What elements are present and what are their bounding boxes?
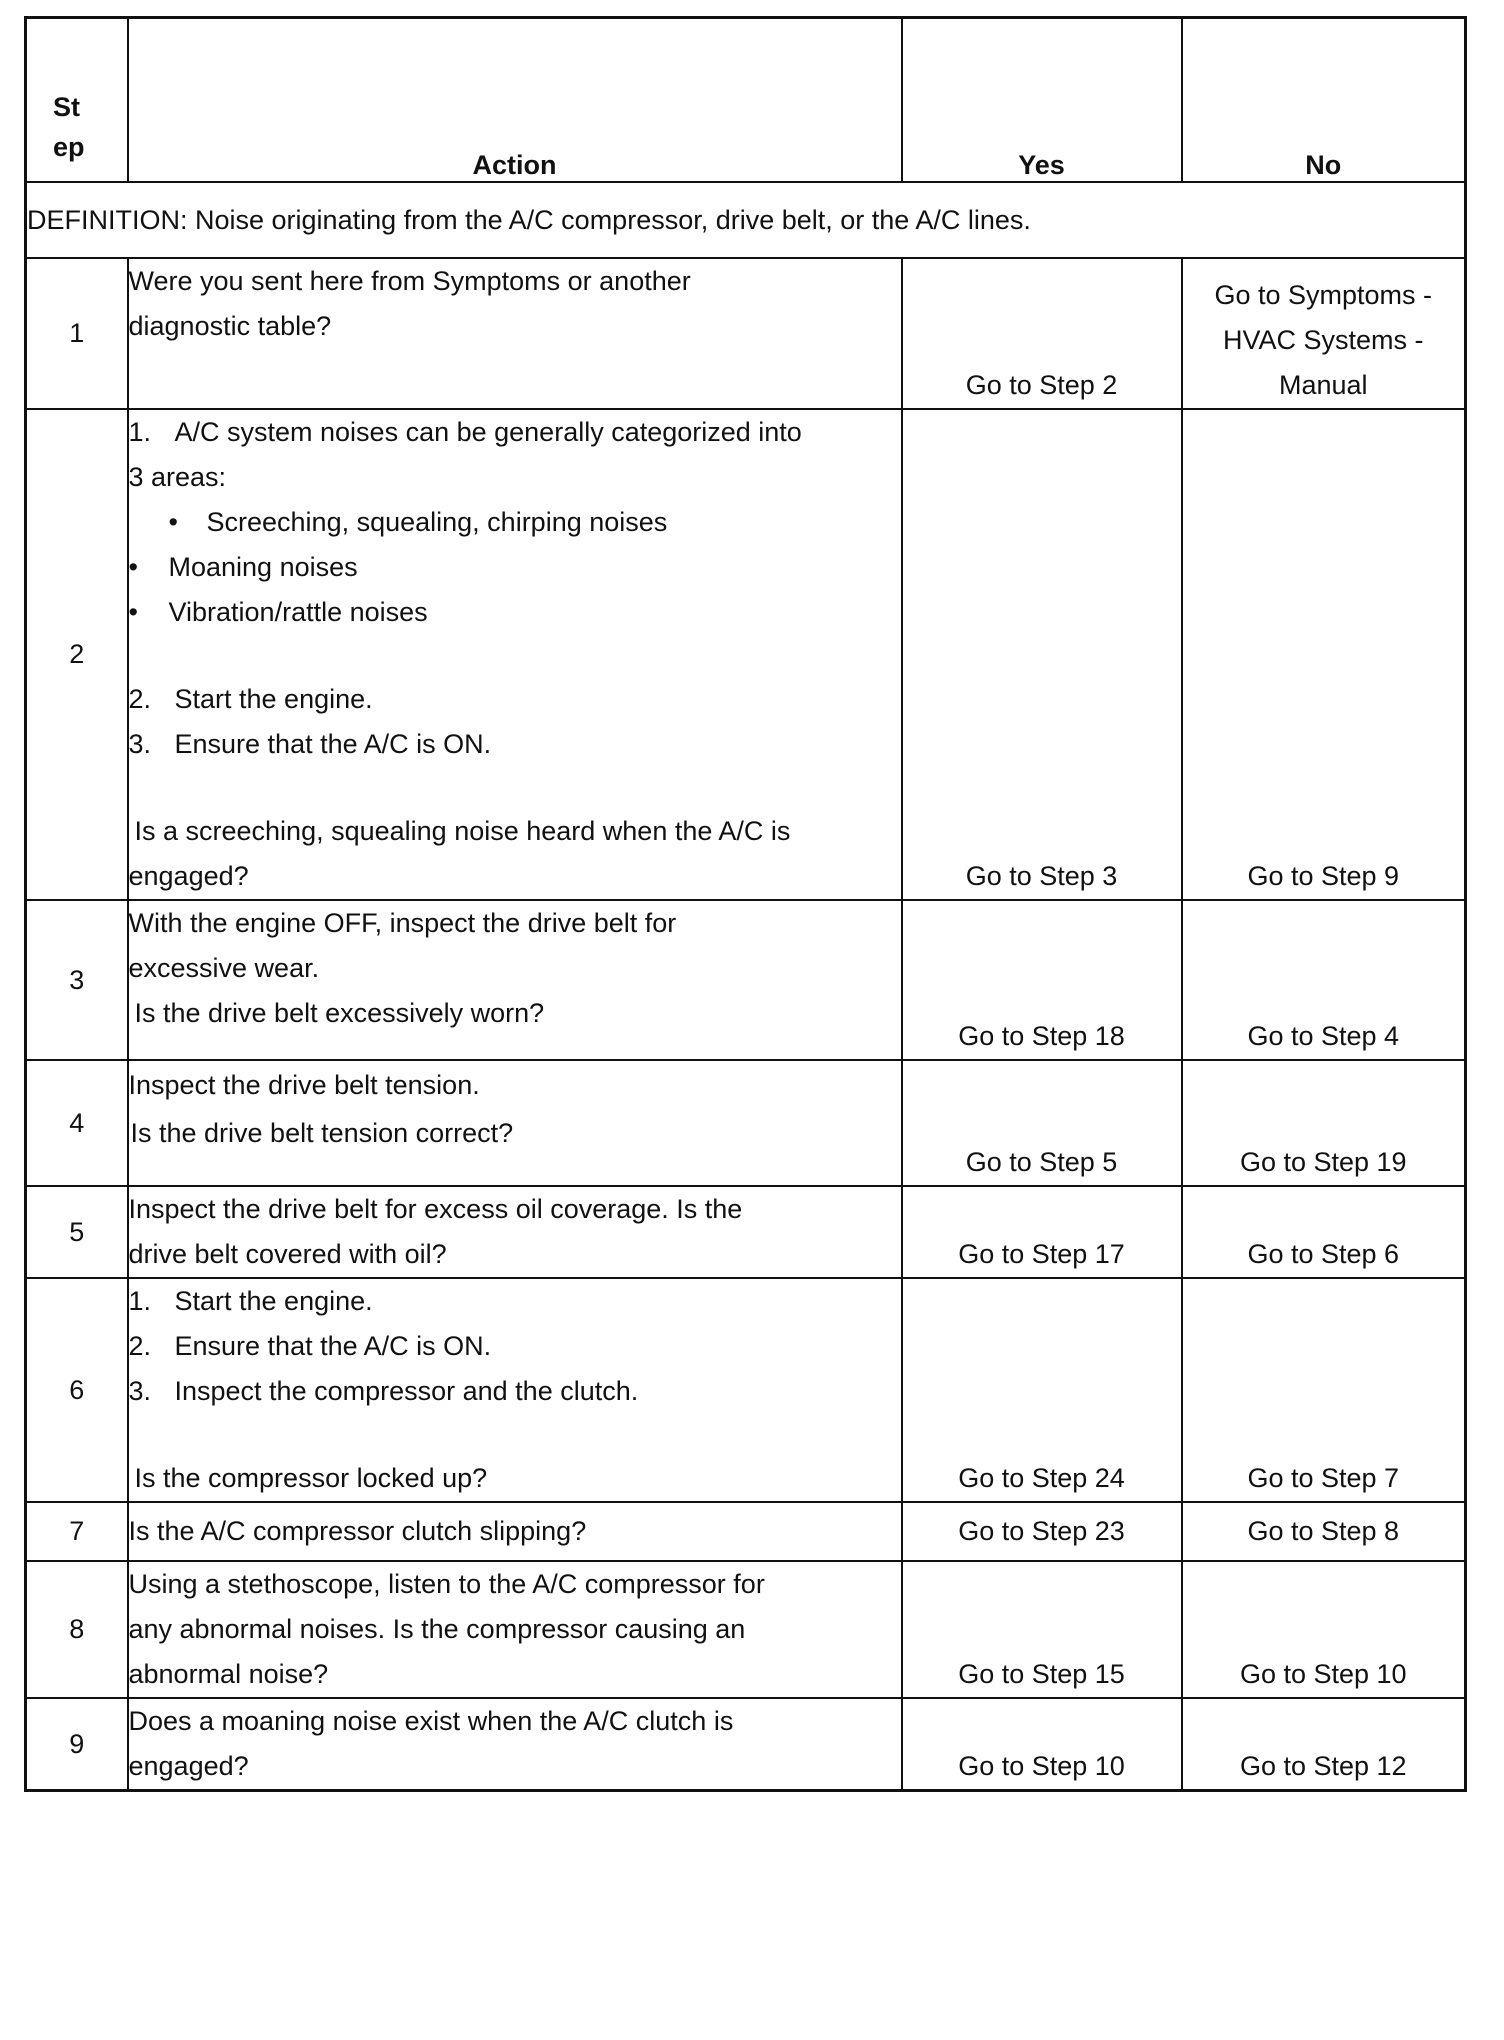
- action-line: Inspect the drive belt tension.: [128, 1070, 480, 1100]
- action-cell: [128, 1060, 902, 1186]
- no-cell: Go to Step 12: [1182, 1698, 1466, 1791]
- question-line: Is the compressor locked up?: [134, 1463, 488, 1493]
- no-cell: Go to Step 6: [1182, 1186, 1466, 1278]
- bullet-item: • Screeching, squealing, chirping noises: [168, 507, 668, 537]
- table-row: [26, 258, 1466, 409]
- action-line: diagnostic table?: [128, 311, 332, 341]
- step-number: 6: [26, 1278, 128, 1502]
- step-number: 2: [26, 409, 128, 900]
- question-line: Is the drive belt excessively worn?: [134, 998, 545, 1028]
- header-row: [26, 18, 1466, 183]
- step-number: 4: [26, 1060, 128, 1186]
- diagnostic-table: [24, 16, 1467, 1792]
- action-line: engaged?: [128, 1751, 249, 1781]
- table-row: [26, 1502, 1466, 1561]
- yes-cell: Go to Step 2: [902, 258, 1182, 409]
- action-line: Inspect the drive belt for excess oil coverage. Is the: [128, 1194, 743, 1224]
- yes-cell: Go to Step 23: [902, 1502, 1182, 1561]
- action-line: Were you sent here from Symptoms or another: [128, 266, 691, 296]
- list-item: 2. Start the engine.: [128, 684, 373, 714]
- yes-cell: Go to Step 24: [902, 1278, 1182, 1502]
- definition-row: [26, 182, 1466, 258]
- table-row: [26, 1561, 1466, 1698]
- action-line: drive belt covered with oil?: [128, 1239, 447, 1269]
- table-row: [26, 1698, 1466, 1791]
- action-cell: [128, 900, 902, 1060]
- no-cell: Go to Step 8: [1182, 1502, 1466, 1561]
- table-row: [26, 900, 1466, 1060]
- yes-cell: Go to Step 18: [902, 900, 1182, 1060]
- header-step-line2: ep: [53, 132, 85, 162]
- list-item-continued: 3 areas:: [128, 462, 227, 492]
- action-line: excessive wear.: [128, 953, 320, 983]
- question-line: engaged?: [128, 861, 249, 891]
- action-line: any abnormal noises. Is the compressor causing an: [128, 1614, 746, 1644]
- header-no: No: [1182, 18, 1466, 183]
- no-cell: Go to Step 4: [1182, 900, 1466, 1060]
- no-cell: [1182, 258, 1466, 409]
- table-row: [26, 409, 1466, 900]
- action-cell: [128, 1698, 902, 1791]
- no-line: Manual: [1278, 370, 1368, 400]
- step-number: 9: [26, 1698, 128, 1791]
- question-line: Is the drive belt tension correct?: [130, 1118, 514, 1148]
- definition-text: DEFINITION: Noise originating from the A/C compressor, drive belt, or the A/C lines.: [26, 182, 1466, 258]
- action-line: Using a stethoscope, listen to the A/C compressor for: [128, 1569, 765, 1599]
- no-line: Go to Symptoms -: [1214, 280, 1433, 310]
- action-cell: [128, 258, 902, 409]
- header-yes: Yes: [902, 18, 1182, 183]
- no-cell: Go to Step 7: [1182, 1278, 1466, 1502]
- action-cell: [128, 1278, 902, 1502]
- no-line: HVAC Systems -: [1222, 325, 1424, 355]
- step-number: 5: [26, 1186, 128, 1278]
- table-row: [26, 1278, 1466, 1502]
- yes-cell: Go to Step 3: [902, 409, 1182, 900]
- action-cell: [128, 1561, 902, 1698]
- step-number: 3: [26, 900, 128, 1060]
- table-row: [26, 1060, 1466, 1186]
- header-step: [26, 18, 128, 183]
- step-number: 8: [26, 1561, 128, 1698]
- header-action: Action: [128, 18, 902, 183]
- yes-cell: Go to Step 15: [902, 1561, 1182, 1698]
- yes-cell: Go to Step 5: [902, 1060, 1182, 1186]
- yes-cell: Go to Step 17: [902, 1186, 1182, 1278]
- list-item: 3. Ensure that the A/C is ON.: [128, 729, 492, 759]
- action-line: abnormal noise?: [128, 1659, 329, 1689]
- list-item: 2. Ensure that the A/C is ON.: [128, 1331, 492, 1361]
- table-row: [26, 1186, 1466, 1278]
- step-number: 1: [26, 258, 128, 409]
- question-line: Is a screeching, squealing noise heard when the A/C is: [134, 816, 791, 846]
- bullet-item: • Moaning noises: [128, 552, 358, 582]
- header-step-line1: St: [53, 92, 80, 122]
- action-cell: [128, 1502, 902, 1561]
- action-cell: [128, 409, 902, 900]
- action-line: With the engine OFF, inspect the drive belt for: [128, 908, 677, 938]
- action-cell: [128, 1186, 902, 1278]
- no-cell: Go to Step 19: [1182, 1060, 1466, 1186]
- bullet-item: • Vibration/rattle noises: [128, 597, 428, 627]
- action-line: Is the A/C compressor clutch slipping?: [128, 1516, 587, 1546]
- no-cell: Go to Step 10: [1182, 1561, 1466, 1698]
- list-item: 3. Inspect the compressor and the clutch.: [128, 1376, 639, 1406]
- action-line: Does a moaning noise exist when the A/C clutch is: [128, 1706, 734, 1736]
- step-number: 7: [26, 1502, 128, 1561]
- list-item: 1. Start the engine.: [128, 1286, 373, 1316]
- yes-cell: Go to Step 10: [902, 1698, 1182, 1791]
- no-cell: Go to Step 9: [1182, 409, 1466, 900]
- list-item: 1. A/C system noises can be generally categorized into: [128, 417, 802, 447]
